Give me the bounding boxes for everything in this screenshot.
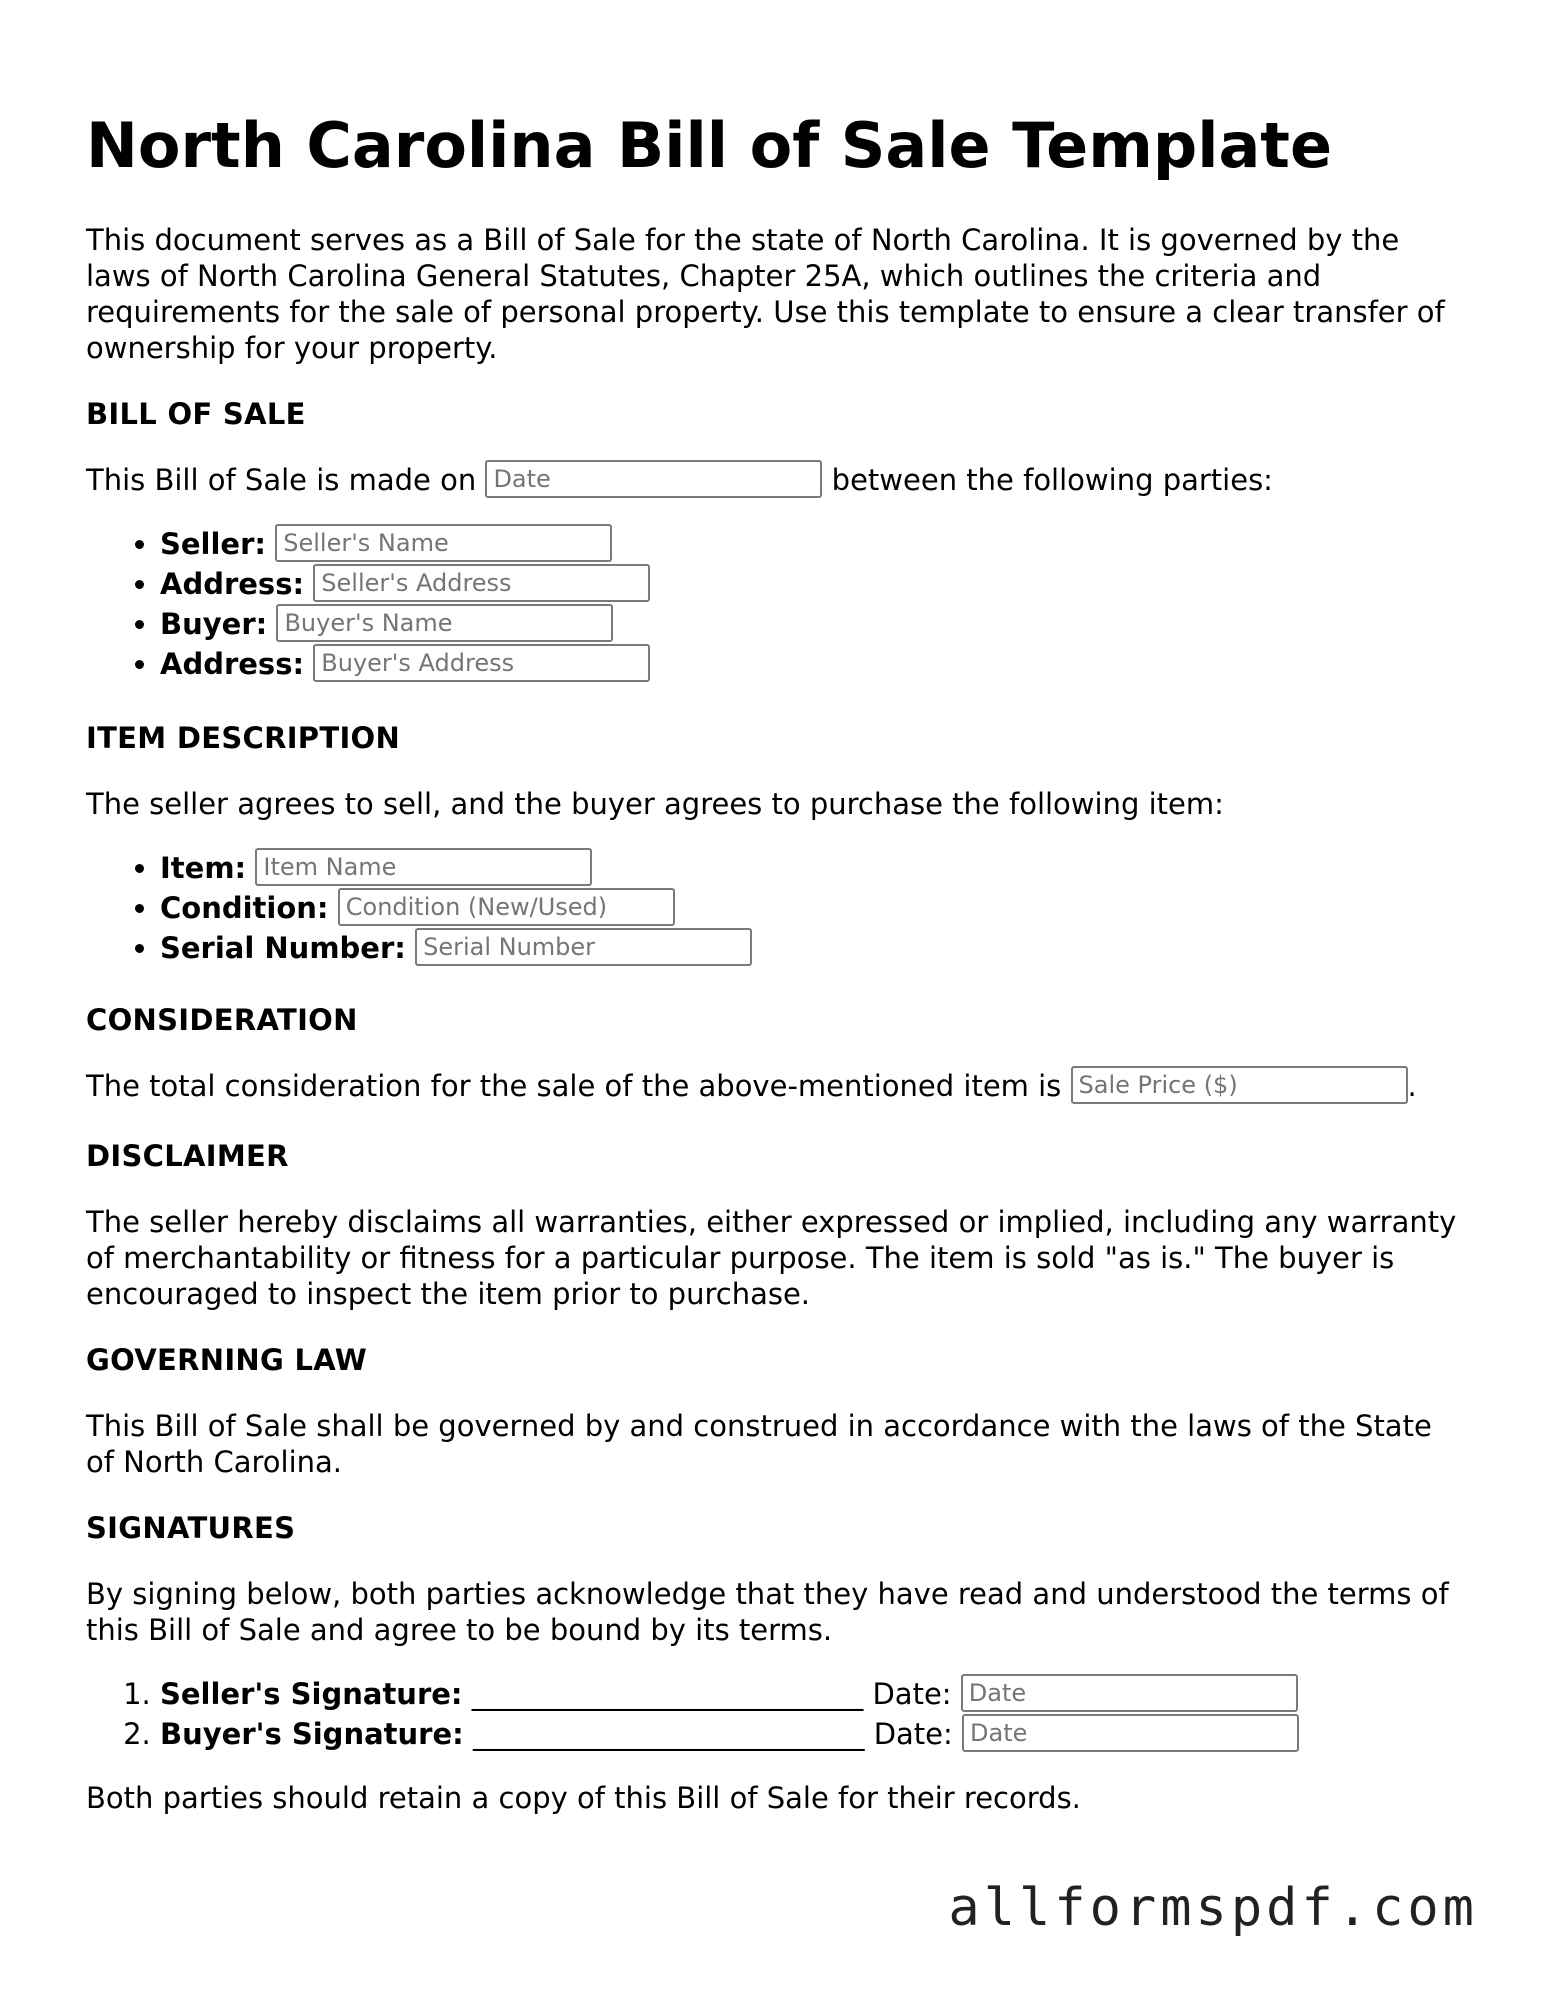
list-item bbox=[160, 524, 1466, 564]
buyer-date-input[interactable] bbox=[962, 1714, 1299, 1752]
bill-of-sale-heading: BILL OF SALE bbox=[86, 397, 306, 431]
consideration-text: The total consideration for the sale of the above-mentioned item is bbox=[86, 1069, 1062, 1103]
consideration-period: . bbox=[1407, 1069, 1417, 1103]
list-item bbox=[160, 644, 1466, 684]
serial-number-input[interactable] bbox=[415, 928, 752, 966]
seller-label: Seller: bbox=[160, 527, 267, 561]
seller-date-label: Date: bbox=[872, 1677, 952, 1711]
condition-label: Condition: bbox=[160, 891, 329, 925]
list-item bbox=[160, 888, 1466, 928]
buyer-address-label: Address: bbox=[160, 647, 305, 681]
serial-number-label: Serial Number: bbox=[160, 931, 406, 965]
bill-date-line bbox=[86, 462, 1466, 498]
sale-date-input[interactable] bbox=[485, 460, 822, 498]
buyer-signature-label: Buyer's Signature: bbox=[160, 1717, 464, 1751]
bill-of-sale-section bbox=[86, 396, 1466, 684]
parties-list bbox=[86, 524, 1466, 684]
seller-address-label: Address: bbox=[160, 567, 305, 601]
signatures-section bbox=[86, 1510, 1466, 1816]
signatures-footer: Both parties should retain a copy of this Bill of Sale for their records. bbox=[86, 1781, 1081, 1815]
seller-date-input[interactable] bbox=[961, 1674, 1298, 1712]
disclaimer-heading: DISCLAIMER bbox=[86, 1139, 289, 1173]
governing-law-heading: GOVERNING LAW bbox=[86, 1343, 367, 1377]
seller-address-input[interactable] bbox=[313, 564, 650, 602]
buyer-date-label: Date: bbox=[873, 1717, 953, 1751]
buyer-signature-line[interactable]: ___________________________ bbox=[472, 1717, 865, 1751]
list-item bbox=[160, 848, 1466, 888]
buyer-name-input[interactable] bbox=[276, 604, 613, 642]
page-title: North Carolina Bill of Sale Template bbox=[86, 109, 1332, 182]
seller-name-input[interactable] bbox=[275, 524, 612, 562]
item-description-section bbox=[86, 720, 1466, 968]
list-item bbox=[160, 1674, 1466, 1714]
buyer-address-input[interactable] bbox=[313, 644, 650, 682]
consideration-heading: CONSIDERATION bbox=[86, 1003, 358, 1037]
item-label: Item: bbox=[160, 851, 247, 885]
signatures-heading: SIGNATURES bbox=[86, 1511, 296, 1545]
signatures-list bbox=[86, 1674, 1466, 1754]
buyer-label: Buyer: bbox=[160, 607, 268, 641]
list-item bbox=[160, 1714, 1466, 1754]
intro-section bbox=[86, 222, 1466, 366]
disclaimer-section bbox=[86, 1138, 1466, 1312]
list-item bbox=[160, 604, 1466, 644]
seller-signature-label: Seller's Signature: bbox=[160, 1677, 463, 1711]
consideration-line bbox=[86, 1068, 1466, 1104]
governing-law-section bbox=[86, 1342, 1466, 1480]
bill-trail-text: between the following parties: bbox=[831, 463, 1273, 497]
list-item bbox=[160, 564, 1466, 604]
item-name-input[interactable] bbox=[255, 848, 592, 886]
disclaimer-text: The seller hereby disclaims all warranties, either expressed or implied, including any warranty of merchantability or fitness for a particular purpose. The item is sold "as is." The buyer is encouraged to inspect the item prior to purchase. bbox=[86, 1205, 1457, 1311]
sale-price-input[interactable] bbox=[1071, 1066, 1408, 1104]
bill-lead-text: This Bill of Sale is made on bbox=[86, 463, 477, 497]
watermark: allformspdf.com bbox=[948, 1878, 1478, 1938]
list-item bbox=[160, 928, 1466, 968]
governing-law-text: This Bill of Sale shall be governed by and construed in accordance with the laws of the State of North Carolina. bbox=[86, 1409, 1432, 1479]
item-description-heading: ITEM DESCRIPTION bbox=[86, 721, 401, 755]
item-fields-list bbox=[86, 848, 1466, 968]
seller-signature-line[interactable]: ___________________________ bbox=[471, 1677, 864, 1711]
condition-input[interactable] bbox=[338, 888, 675, 926]
consideration-section bbox=[86, 1002, 1466, 1104]
item-description-text: The seller agrees to sell, and the buyer agrees to purchase the following item: bbox=[86, 787, 1224, 821]
signatures-text: By signing below, both parties acknowledge that they have read and understood the terms of this Bill of Sale and agree to be bound by its terms. bbox=[86, 1577, 1449, 1647]
intro-paragraph: This document serves as a Bill of Sale for the state of North Carolina. It is governed by the laws of North Carolina General Statutes, Chapter 25A, which outlines the criteria and requirements for the sale of personal property. Use this template to ensure a clear transfer of ownership for your property. bbox=[86, 223, 1445, 365]
